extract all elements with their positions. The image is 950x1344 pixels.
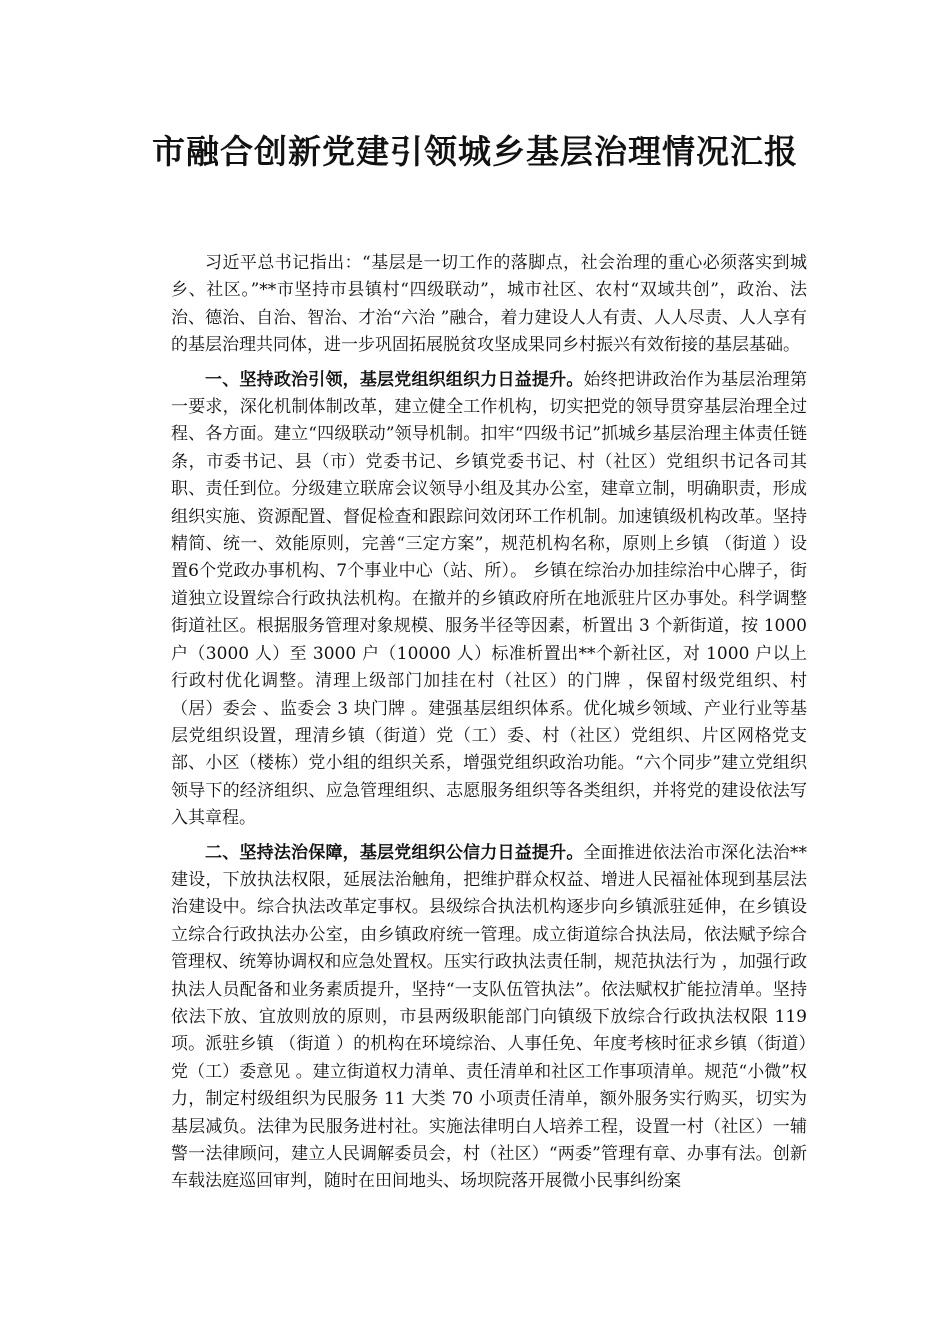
section-1-text: 始终把讲政治作为基层治理第一要求，深化机制体制改革，建立健全工作机构，切实把党的领导贯穿基层治理全过程、各方面。建立“四级联动”领导机制。扣牢“四级书记”抓城乡基层治理主体责任链条，市委书记、县（市）党委书记、乡镇党委书记、村（社区）党组织书记各司其职、责任到位。分级建立联席会议领导小组及其办公室，建章立制，明确职责，形成组织实施、资源配置、督促检查和跟踪问效闭环工作机制。加速镇级机构改革。坚持精简、统一、效能原则，完善“三定方案”，规范机构名称，原则上乡镇 （街道 ）设置6个党政办事机构、7个事业中心（站、所）。 乡镇在综治办加挂综治中心牌子，街道独立设置综合行政执法机构。在撤并的乡镇政府所在地派驻片区办事处。科学调整街道社区。根据服务管理对象规模、服务半径等因素，析置出 3 个新街道，按 1000 户（3000 人）至 3000 户（10000 人）标准析置出**个新社区，对 1000 户以上行政村优化调整。清理上级部门加挂在村（社区）的门牌 ，保留村级党组织、村（居）委会 、监委会 3 块门牌 。建强基层组织体系。优化城乡领域、产业行业等基层党组织设置，理清乡镇（街道）党（工）委、村（社区）党组织、片区网格党支部、小区（楼栋）党小组的组织关系，增强党组织政治功能。“六个同步”建立党组织领导下的经济组织、应急管理组织、志愿服务组织等各类组织，并将党的建设依法写入其章程。 (171, 369, 808, 829)
section-2-text: 全面推进依法治市深化法治**建设，下放执法权限，延展法治触角，把维护群众权益、增进人民福祉体现到基层法治建设中。综合执法改革定事权。县级综合执法机构逐步向乡镇派驻延伸，在乡镇设立综合行政执法办公室，由乡镇政府统一管理。成立街道综合执法局，依法赋予综合管理权、统筹协调权和应急处置权。压实行政执法责任制，规范执法行为 ，加强行政执法人员配备和业务素质提升，坚持“一支队伍管执法”。依法赋权扩能拉清单。坚持依法下放、宜放则放的原则，市县两级职能部门向镇级下放综合行政执法权限 119 项。派驻乡镇 （街道 ）的机构在环境综治、人事任免、年度考核时征求乡镇（街道）党（工）委意见 。建立街道权力清单、责任清单和社区工作事项清单。规范“小微”权力，制定村级组织为民服务 11 大类 70 小项责任清单，额外服务实行购买，切实为基层减负。法律为民服务进村社。实施法律明白人培养工程，设置一村（社区）一辅警一法律顾问，建立人民调解委员会，村（社区）“两委”管理有章、办事有法。创新车载法庭巡回审判，随时在田间地头、场坝院落开展微小民事纠纷案 (171, 842, 808, 1192)
document-body (171, 250, 807, 1196)
section-2-heading: 二、坚持法治保障，基层党组织公信力日益提升。 (205, 842, 584, 863)
section-1-paragraph (171, 367, 807, 833)
intro-paragraph: 习近平总书记指出：“基层是一切工作的落脚点，社会治理的重心必须落实到城乡、社区。”**市坚持市县镇村“四级联动”，城市社区、农村“双域共创”，政治、法治、德治、自治、智治、才治“六治 ”融合，着力建设人人有责、人人尽责、人人享有的基层治理共同体，进一步巩固拓展脱贫攻坚成果同乡村振兴有效衔接的基层基础。 (171, 253, 807, 356)
section-1-heading: 一、坚持政治引领，基层党组织组织力日益提升。 (205, 369, 584, 390)
document-title: 市融合创新党建引领城乡基层治理情况汇报 (152, 132, 798, 171)
section-2-paragraph (171, 840, 807, 1196)
